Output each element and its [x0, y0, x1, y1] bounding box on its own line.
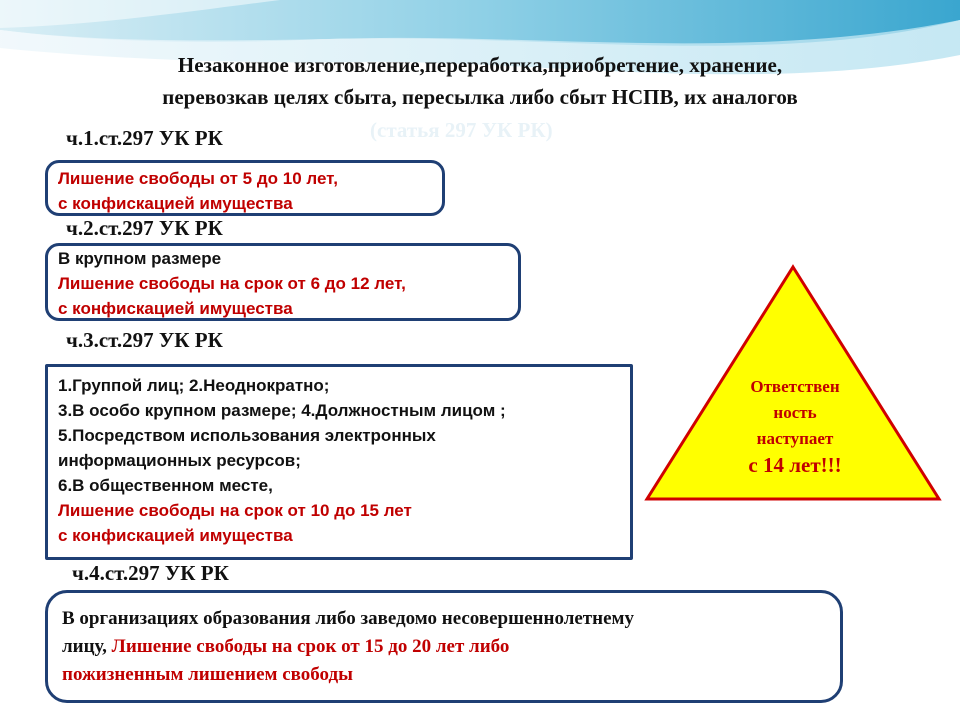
warning-line-3: наступает: [756, 429, 834, 448]
part-2-penalty-line-1: Лишение свободы на срок от 6 до 12 лет,: [58, 274, 406, 293]
part-4-penalty-line-2: пожизненным лишением свободы: [62, 664, 353, 685]
part-3-condition-5: 6.В общественном месте,: [58, 476, 273, 495]
part-1-penalty-line-2: с конфискацией имущества: [58, 194, 293, 213]
warning-line-1: Ответствен: [750, 377, 840, 396]
warning-line-2: ность: [773, 403, 817, 422]
part-2-condition: В крупном размере: [58, 249, 222, 268]
part-3-heading: ч.3.ст.297 УК РК: [66, 328, 223, 352]
part-2-penalty-line-2: с конфискацией имущества: [58, 299, 293, 318]
page-title-line-1: Незаконное изготовление,переработка,приобретение, хранение,: [177, 53, 783, 77]
part-2-box: [45, 243, 521, 321]
part-3-condition-2: 3.В особо крупном размере; 4.Должностным лицом ;: [58, 401, 506, 420]
article-ghost-text: (статья 297 УК РК): [370, 118, 553, 142]
part-3-condition-4: информационных ресурсов;: [58, 451, 301, 470]
part-2-heading: ч.2.ст.297 УК РК: [66, 216, 223, 240]
part-3-condition-1: 1.Группой лиц; 2.Неоднократно;: [58, 376, 330, 395]
part-4-condition-line-1: В организациях образования либо заведомо несовершеннолетнему: [62, 608, 634, 629]
part-4-mixed-line: [62, 633, 826, 661]
part-4-penalty-line-1: Лишение свободы на срок от 15 до 20 лет либо: [111, 636, 510, 657]
part-1-heading: ч.1.ст.297 УК РК: [66, 126, 223, 150]
part-4-box: [45, 590, 843, 703]
warning-line-4: с 14 лет!!!: [748, 453, 842, 477]
warning-text: [700, 374, 890, 478]
part-3-box: [45, 364, 633, 560]
page-title-line-2: перевозкав целях сбыта, пересылка либо сбыт НСПВ, их аналогов: [162, 85, 798, 109]
part-3-condition-3: 5.Посредством использования электронных: [58, 426, 436, 445]
part-1-penalty-line-1: Лишение свободы от 5 до 10 лет,: [58, 169, 338, 188]
part-3-penalty-line-2: с конфискацией имущества: [58, 526, 293, 545]
part-4-heading: ч.4.ст.297 УК РК: [72, 561, 229, 585]
part-3-penalty-line-1: Лишение свободы на срок от 10 до 15 лет: [58, 501, 412, 520]
part-4-condition-line-2: лицу,: [62, 636, 112, 657]
part-1-box: [45, 160, 445, 216]
